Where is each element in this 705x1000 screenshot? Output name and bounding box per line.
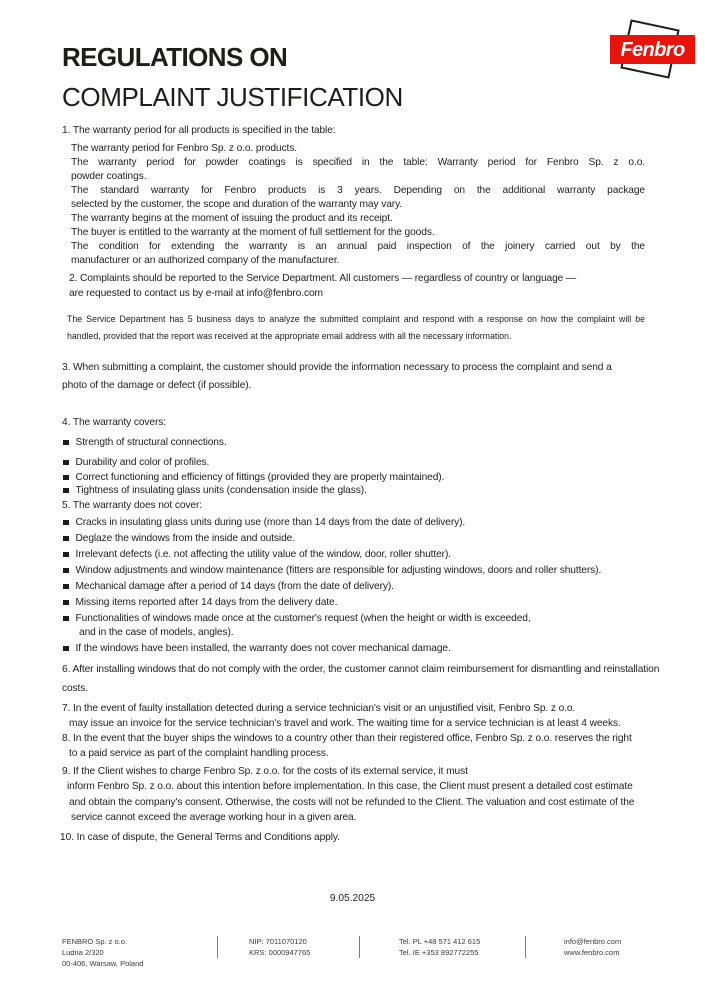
section-7-paragraph (62, 701, 685, 731)
body-line: selected by the customer, the scope and duration of the warranty may vary. (71, 199, 403, 210)
square-bullet-icon (63, 460, 69, 466)
footer-divider (525, 936, 526, 958)
bullet-text: Tightness of insulating glass units (condensation inside the glass). (75, 485, 367, 496)
footer-phone-pl: Tel. PL +48 571 412 615 (399, 937, 481, 946)
logo-red-box (610, 35, 695, 64)
footer-website: www.fenbro.com (564, 948, 620, 958)
square-bullet-icon (63, 440, 69, 446)
footer-divider (359, 936, 360, 958)
footer-phones (399, 936, 525, 958)
footer-web (564, 936, 621, 958)
square-bullet-icon (63, 536, 69, 542)
body-line: handled, provided that the report was received at the appropriate email address with all the necessary information. (67, 331, 512, 341)
bullet-text: Correct functioning and efficiency of fittings (provided they are properly maintained). (75, 472, 445, 483)
list-item (62, 597, 645, 608)
service-department-note (62, 311, 645, 345)
list-item (62, 549, 645, 560)
body-line: 3. When submitting a complaint, the customer should provide the information necessary to process the complaint and send a (62, 362, 612, 373)
bullet-text: Durability and color of profiles. (75, 457, 210, 468)
body-line: The condition for extending the warranty is an annual paid inspection of the joinery carried out by the (71, 241, 645, 252)
body-line: 7. In the event of faulty installation detected during a service technician's visit or an unjustified visit, Fenbro Sp. z o.o. (62, 703, 576, 714)
section-8-paragraph (62, 731, 685, 761)
footer-divider (217, 936, 218, 958)
body-line: may issue an invoice for the service technician's travel and work. The waiting time for a service technician is at least 4 weeks. (69, 718, 621, 729)
square-bullet-icon (63, 616, 69, 622)
square-bullet-icon (63, 488, 69, 494)
document-body (0, 44, 705, 845)
bullet-text: If the windows have been installed, the warranty does not cover mechanical damage. (75, 643, 451, 654)
body-line: The buyer is entitled to the warranty at the moment of full settlement for the goods. (71, 227, 435, 238)
footer-phone-ie: Tel. IE +353 892772255 (399, 948, 479, 958)
logo-wordmark: Fenbro (620, 38, 685, 61)
footer (62, 936, 705, 970)
body-line: 6. After installing windows that do not comply with the order, the customer cannot claim reimbursement for dismantling and reinstallation (62, 664, 660, 675)
list-item (62, 533, 645, 544)
footer-email: info@fenbro.com (564, 937, 622, 946)
body-line: are requested to contact us by e-mail at info@fenbro.com (69, 288, 323, 299)
section-9-paragraph (62, 764, 685, 825)
footer-krs: KRS: 0000947765 (249, 948, 311, 958)
body-line: service cannot exceed the average working hour in a given area. (71, 811, 357, 823)
body-line: inform Fenbro Sp. z o.o. about this intention before implementation. In this case, the Client must present a detailed cost estimate (67, 781, 633, 793)
list-item (62, 565, 685, 576)
footer-registry (249, 936, 359, 958)
list-item-continuation: and in the case of models, angles). (79, 627, 234, 638)
body-line: costs. (62, 682, 89, 694)
footer-company-address (62, 936, 217, 970)
footer-street: Ludna 2/320 (62, 948, 104, 958)
square-bullet-icon (63, 584, 69, 590)
bullet-text: Cracks in insulating glass units during use (more than 14 days from the date of delivery). (75, 517, 466, 528)
footer-city: 00-406, Warsaw, Poland (62, 959, 144, 969)
section-6-paragraph (62, 661, 685, 698)
bullet-text: Functionalities of windows made once at the customer's request (when the height or width is exceeded, (75, 613, 531, 624)
fenbro-logo (596, 12, 701, 100)
body-line: The Service Department has 5 business days to analyze the submitted complaint and respond with a response on how the complaint will be (67, 314, 645, 324)
body-line: The warranty period for powder coatings is specified in the table: Warranty period for Fenbro Sp. z o.o. (71, 157, 645, 168)
bullet-text: Missing items reported after 14 days from the delivery date. (75, 597, 338, 608)
list-item (62, 457, 645, 468)
body-line: 9. If the Client wishes to charge Fenbro Sp. z o.o. for the costs of its external service, it must (62, 766, 468, 777)
list-item (62, 437, 645, 448)
body-line: The warranty begins at the moment of issuing the product and its receipt. (71, 213, 393, 224)
document-date: 9.05.2025 (329, 893, 376, 904)
section-1-paragraphs (62, 142, 645, 268)
bullet-text: Window adjustments and window maintenance (fitters are responsible for adjusting windows, doors and roller shutters). (75, 565, 602, 576)
bullet-text: Strength of structural connections. (75, 437, 227, 448)
page-title-line2: COMPLAINT JUSTIFICATION (62, 82, 403, 112)
list-item (62, 581, 645, 592)
bullet-text: Mechanical damage after a period of 14 days (from the date of delivery). (75, 581, 394, 592)
square-bullet-icon (63, 520, 69, 526)
body-line: The warranty period for Fenbro Sp. z o.o. products. (71, 143, 297, 154)
section-10-paragraph: 10. In case of dispute, the General Terms and Conditions apply. (60, 832, 340, 844)
square-bullet-icon (63, 475, 69, 481)
body-line: manufacturer or an authorized company of the manufacturer. (71, 255, 340, 266)
section-5-heading: 5. The warranty does not cover: (62, 500, 202, 511)
body-line: photo of the damage or defect (if possible). (62, 380, 252, 391)
section-3-paragraph (62, 359, 645, 395)
page-title-line1: REGULATIONS ON (62, 42, 288, 72)
bullet-text: Irrelevant defects (i.e. not affecting the utility value of the window, door, roller shutter). (75, 549, 451, 560)
list-item (62, 485, 645, 496)
section-1-heading: 1. The warranty period for all products is specified in the table: (62, 125, 336, 136)
square-bullet-icon (63, 552, 69, 558)
footer-nip: NIP: 7011070120 (249, 937, 307, 946)
section-4-heading: 4. The warranty covers: (62, 417, 166, 428)
square-bullet-icon (63, 600, 69, 606)
bullet-text: Deglaze the windows from the inside and outside. (75, 533, 295, 544)
body-line: powder coatings. (71, 171, 147, 182)
list-item (62, 643, 645, 654)
body-line: 8. In the event that the buyer ships the windows to a country other than their registered office, Fenbro Sp. z o.o. reserves the right (62, 733, 632, 744)
list-item (62, 613, 645, 624)
body-line: 2. Complaints should be reported to the Service Department. All customers — regardless of country or language — (69, 273, 577, 284)
section-2-paragraph (62, 271, 645, 301)
footer-company-name: FENBRO Sp. z o.o. (62, 937, 128, 946)
body-line: to a paid service as part of the complaint handling process. (69, 748, 329, 759)
body-line: and obtain the company's consent. Otherwise, the costs will not be refunded to the Client. The valuation and cost estimate of the (69, 796, 635, 808)
list-item (62, 472, 645, 483)
list-item (62, 517, 645, 528)
square-bullet-icon (63, 646, 69, 652)
square-bullet-icon (63, 568, 69, 574)
body-line: The standard warranty for Fenbro products is 3 years. Depending on the additional warranty package (71, 185, 645, 196)
